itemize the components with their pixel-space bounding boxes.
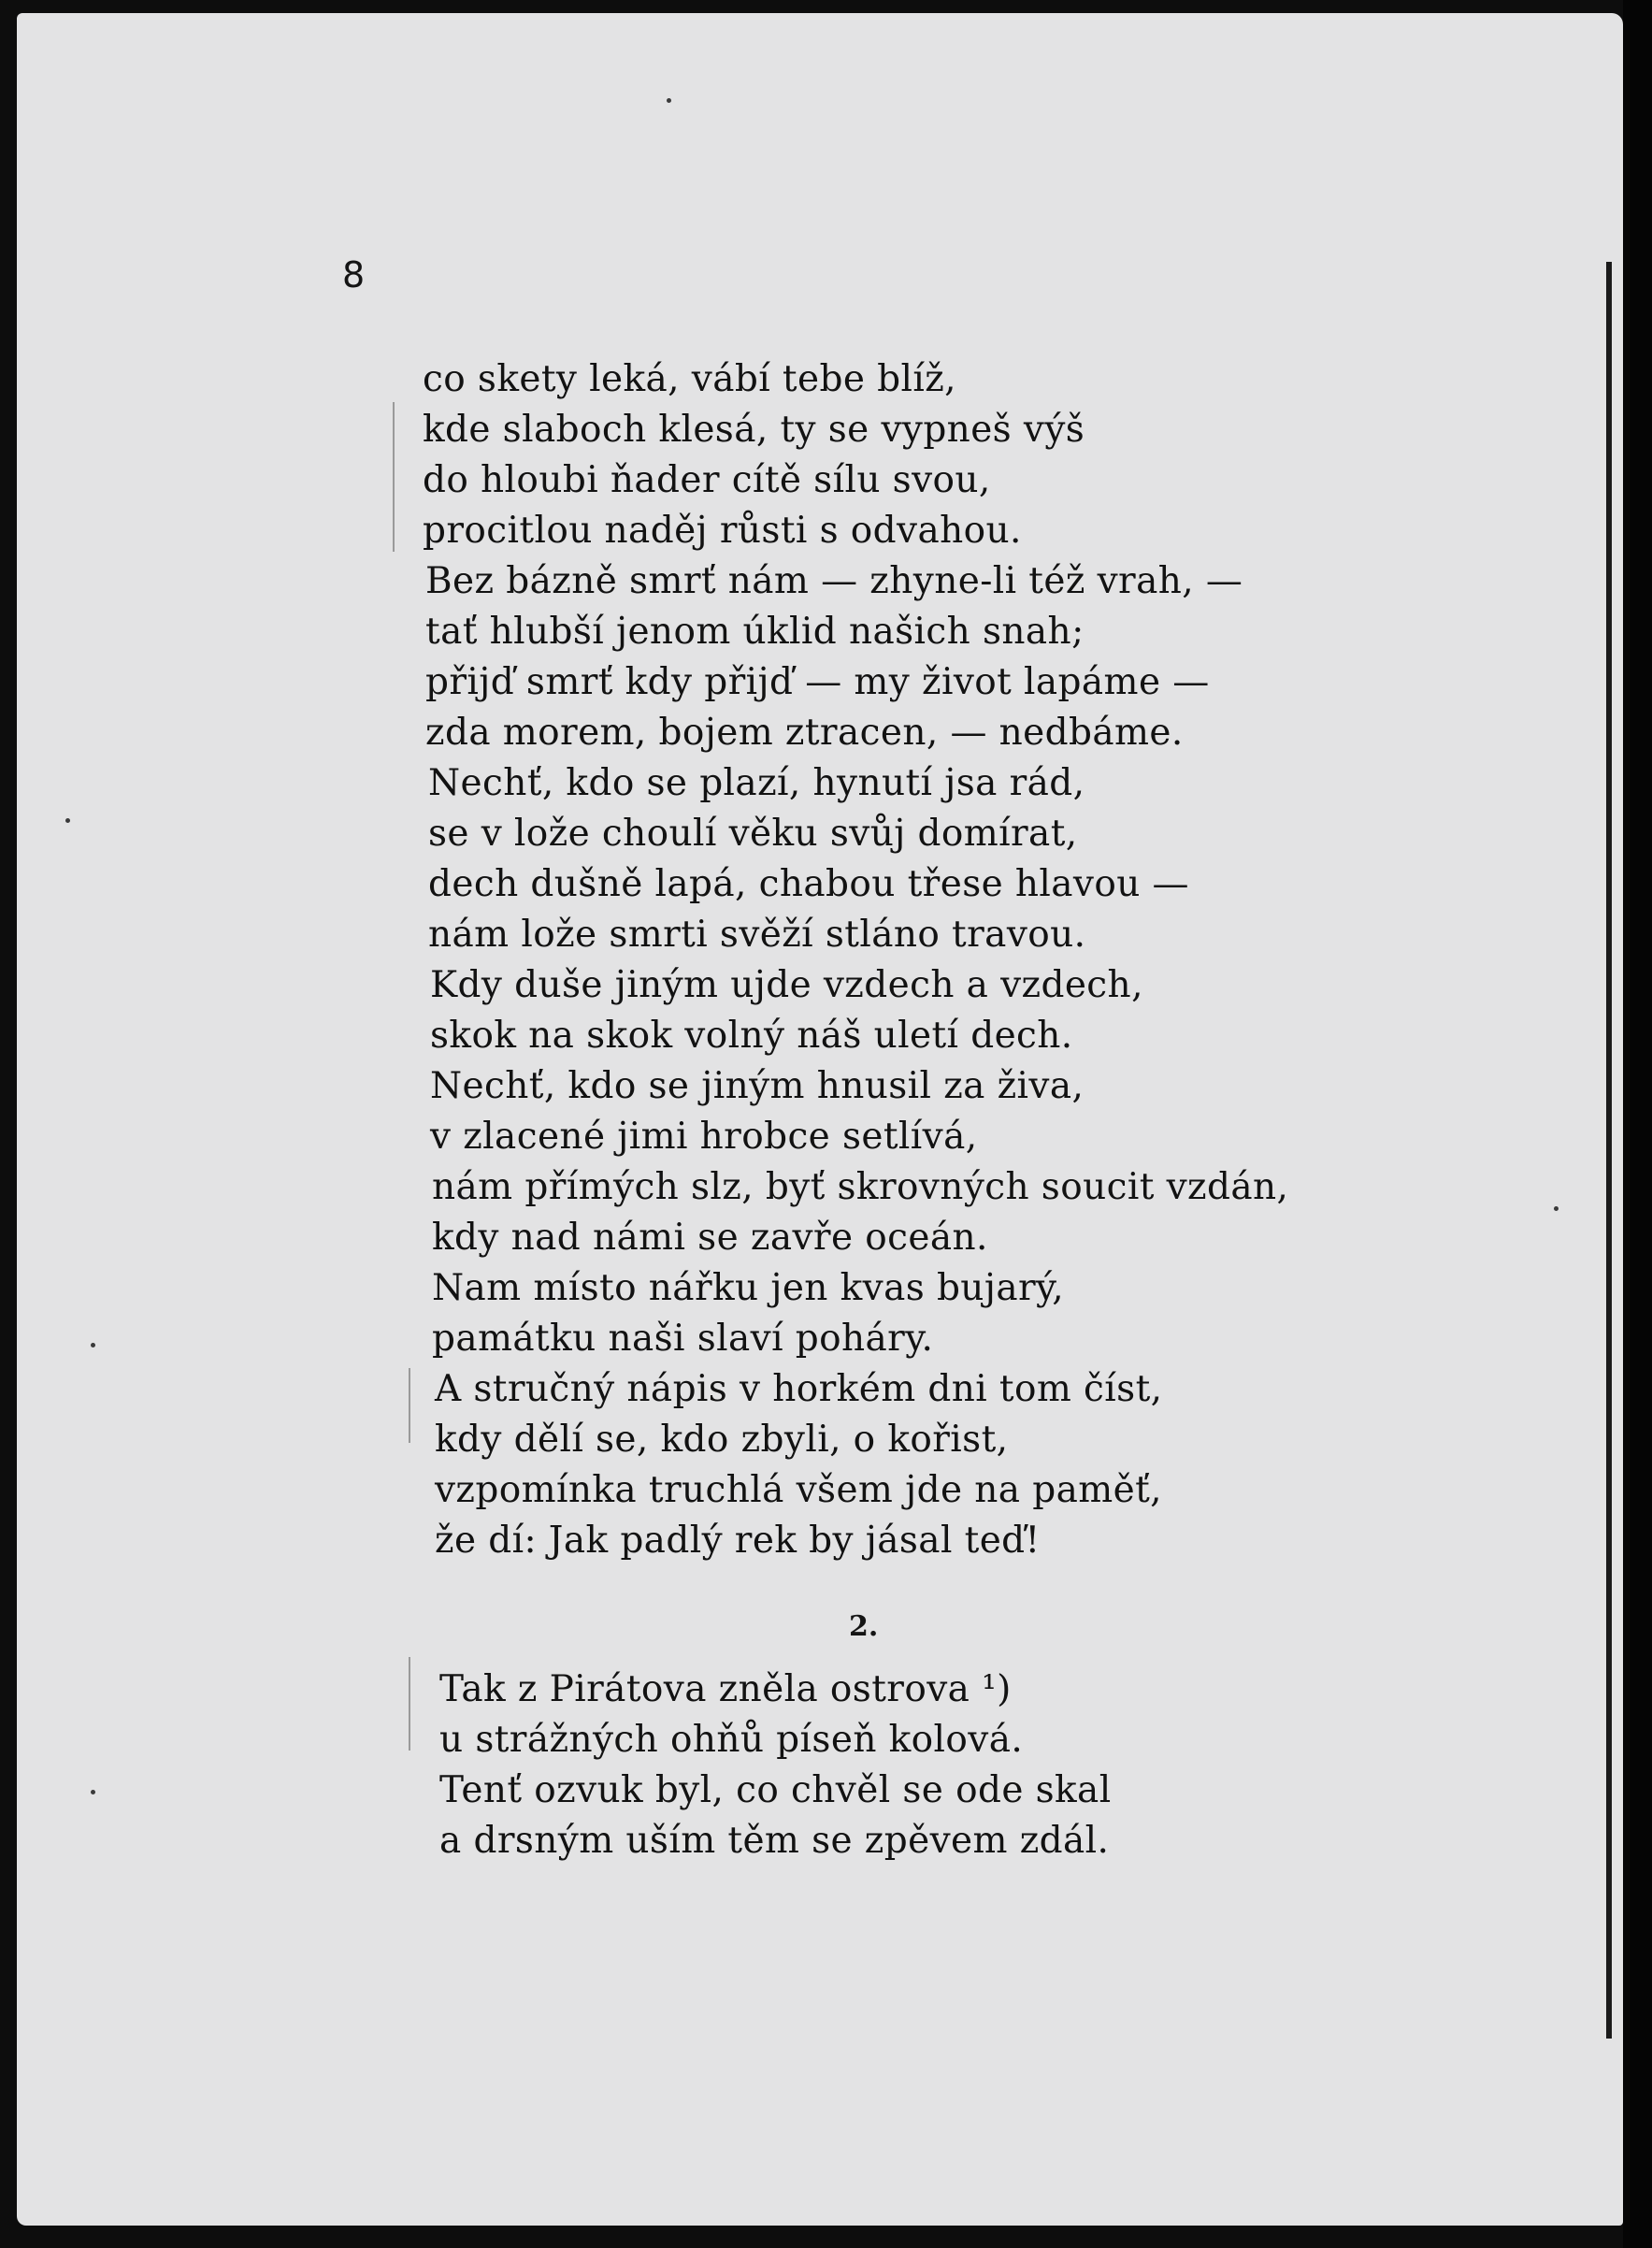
poem-line: Nam místo nářku jen kvas bujarý,: [432, 1267, 1065, 1309]
poem-line: památku naši slaví poháry.: [432, 1318, 934, 1360]
poem-line: u strážných ohňů píseň kolová.: [439, 1719, 1024, 1761]
scan-artifact-line: [393, 402, 395, 552]
poem-line: Kdy duše jiným ujde vzdech a vzdech,: [430, 964, 1143, 1006]
poem-line: se v lože choulí věku svůj domírat,: [428, 813, 1078, 855]
poem-line: do hloubi ňader cítě sílu svou,: [423, 459, 991, 501]
poem-line: Tenť ozvuk byl, co chvěl se ode skal: [439, 1769, 1112, 1811]
poem-line: co skety leká, vábí tebe blíž,: [423, 358, 956, 400]
poem-line: dech dušně lapá, chabou třese hlavou —: [428, 863, 1189, 905]
poem-line: že dí: Jak padlý rek by jásal teď!: [435, 1520, 1041, 1562]
poem-line: a drsným uším těm se zpěvem zdál.: [439, 1820, 1110, 1862]
poem-line: nám lože smrti svěží stláno travou.: [428, 914, 1086, 956]
scan-speck: [1554, 1206, 1559, 1211]
poem-line: Nechť, kdo se plazí, hynutí jsa rád,: [428, 762, 1085, 804]
poem-line: procitlou naděj růsti s odvahou.: [423, 510, 1022, 552]
poem-line: v zlacené jimi hrobce setlívá,: [430, 1116, 978, 1158]
page-number: 8: [342, 254, 366, 295]
scan-speck: [91, 1343, 95, 1347]
scan-artifact-line: [409, 1657, 410, 1751]
scan-artifact-line: [409, 1368, 410, 1443]
poem-line: vzpomínka truchlá všem jde na paměť,: [435, 1469, 1162, 1511]
poem-line: Nechť, kdo se jiným hnusil za živa,: [430, 1065, 1085, 1107]
poem-line: Bez bázně smrť nám — zhyne-li též vrah, —: [425, 560, 1243, 602]
poem-line: nám přímých slz, byť skrovných soucit vzdán,: [432, 1166, 1289, 1208]
poem-line: kdy nad námi se zavře oceán.: [432, 1217, 988, 1259]
scan-speck: [65, 818, 70, 823]
section-number: 2.: [849, 1610, 879, 1643]
poem-line: přijď smrť kdy přijď — my život lapáme —: [425, 661, 1210, 703]
poem-line: zda morem, bojem ztracen, — nedbáme.: [425, 712, 1184, 754]
scan-speck: [91, 1790, 95, 1794]
scan-speck: [667, 98, 671, 103]
poem-line: skok na skok volný náš uletí dech.: [430, 1015, 1073, 1057]
poem-line: kde slaboch klesá, ty se vypneš výš: [423, 409, 1085, 451]
poem-line: tať hlubší jenom úklid našich snah;: [425, 611, 1085, 653]
poem-line: A stručný nápis v horkém dni tom číst,: [435, 1368, 1163, 1410]
scan-border: [1623, 0, 1652, 2248]
poem-line: kdy dělí se, kdo zbyli, o kořist,: [435, 1419, 1009, 1461]
binding-edge: [1606, 262, 1612, 2039]
poem-line: Tak z Pirátova zněla ostrova ¹): [439, 1668, 1012, 1710]
